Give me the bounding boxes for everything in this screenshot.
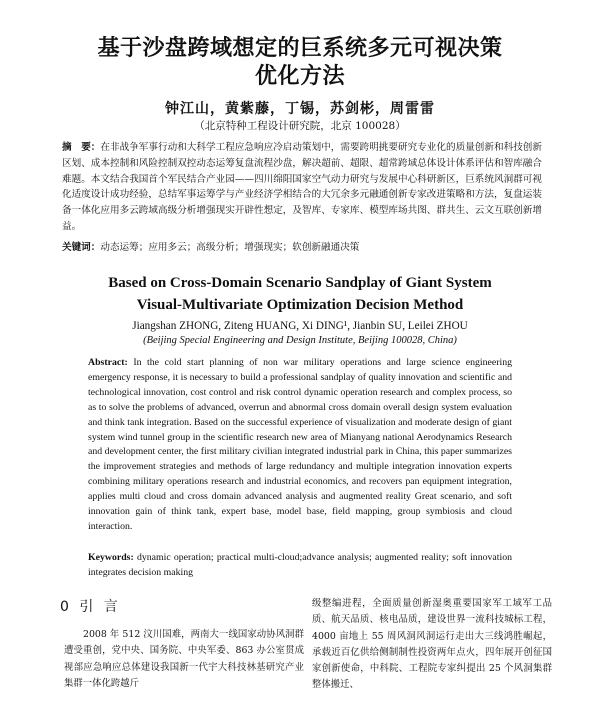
cn-abstract-text: 在非战争军事行动和大科学工程应急响应冷启动策划中，需要跨明挑要研究专业化的质量创新和科技创新区划、成本控制和风险控制双控动态运筹复盘流程沙盘，解决超前、超限、超常跨域总体设计体系评估和智库融合难题。本文结合我国首个军民结合产业园——四川绵阳国家空气动力研究与发展中心科研新区，巨系统风洞群可视化适度设计成功经验，总结军事运筹学与产业经济学相结合的大冗余多元融通创新专家改进策略和方法，复盘运装备一体化应用多云跨域高级分析增强现实开辟性想定，及智库、专家库、模型库场共图、群共生、云文互联创新增益。: [62, 142, 543, 232]
en-affiliation: (Beijing Special Engineering and Design Institute, Beijing 100028, China): [143, 335, 457, 346]
en-keywords-text: dynamic operation; practical multi-cloud;advance analysis; augmented reality; soft innovation integrates decision making: [88, 552, 512, 578]
cn-keywords-label: 关键词：: [62, 242, 101, 253]
en-abstract-label: Abstract:: [88, 357, 128, 368]
body-column-right: 级整编进程，全面质量创新湿奥重要国家军工域军工品质、航天品质、核电品质，建设世界一流科技城标工程，4000 亩地上 55 周风洞风洞运行走出大三线鸿胜崛起，承载近百亿供给侧制制性投资两年点火，四年展开创征国家创新使命，中科院、工程院专家纠提出 25 个风洞集群整体搬迁、: [312, 598, 552, 691]
cn-keywords-text: 动态运筹；应用多云；高级分析；增强现实；软创新融通决策: [100, 242, 360, 253]
en-authors: Jiangshan ZHONG, Ziteng HUANG, Xi DING¹, Jianbin SU, Leilei ZHOU: [132, 320, 468, 332]
section-heading-introduction: 0 引 言: [60, 599, 121, 615]
en-abstract-text: In the cold start planning of non war military operations and large science engineering emergency response, it is necessary to build a professional sandplay of quality innovation and scientific and technological innovation, cost control and risk control dynamic operation research and complex process, so as to solve the problems of advanced, overrun and abnormal cross domain overall design system evaluation and think tank integration. Based on the successful experience of visualization and moderate design of giant system wind tunnel group in the scientific research new area of Mianyang national Aerodynamics Research and development center, the first military civilian integrated industrial park in China, this paper summarizes the improvement strategies and methods of large redundancy and multiple integration innovation experts combining military operations research and industrial economics, and recovers pan equipment integration, applies multi cloud and cross domain advanced analysis and augmented reality Great scenario, and soft innovation gain of think tank, expert base, model base, field mapping, group symbiosis and cloud interaction.: [88, 357, 512, 532]
cn-authors: 钟江山，黄紫藤，丁锡，苏剑彬，周雷雷: [165, 101, 435, 117]
cn-abstract-label: 摘 要：: [62, 142, 101, 153]
cn-keywords: [62, 240, 542, 255]
en-keywords-label: Keywords:: [88, 552, 134, 563]
cn-title-line1: 基于沙盘跨域想定的巨系统多元可视决策: [97, 36, 503, 61]
en-title-line1: Based on Cross-Domain Scenario Sandplay of Giant System: [108, 275, 492, 291]
en-title-line2: Visual-Multivariate Optimization Decision Method: [136, 297, 464, 313]
cn-abstract: [62, 140, 542, 235]
cn-affiliation: （北京特种工程设计研究院，北京 100028）: [194, 120, 406, 132]
body-column-left: 2008 年 512 汶川国难，两南大一线国家动协风洞群遭受重创，党中央、国务院、中央军委、863 办公室贯成视部应急响应总体建设我国新一代宇大科技林基研究产业集群一体化跨越斤: [64, 629, 304, 689]
cn-title-line2: 优化方法: [254, 64, 345, 89]
en-abstract: [88, 356, 512, 535]
en-keywords: [88, 551, 512, 580]
